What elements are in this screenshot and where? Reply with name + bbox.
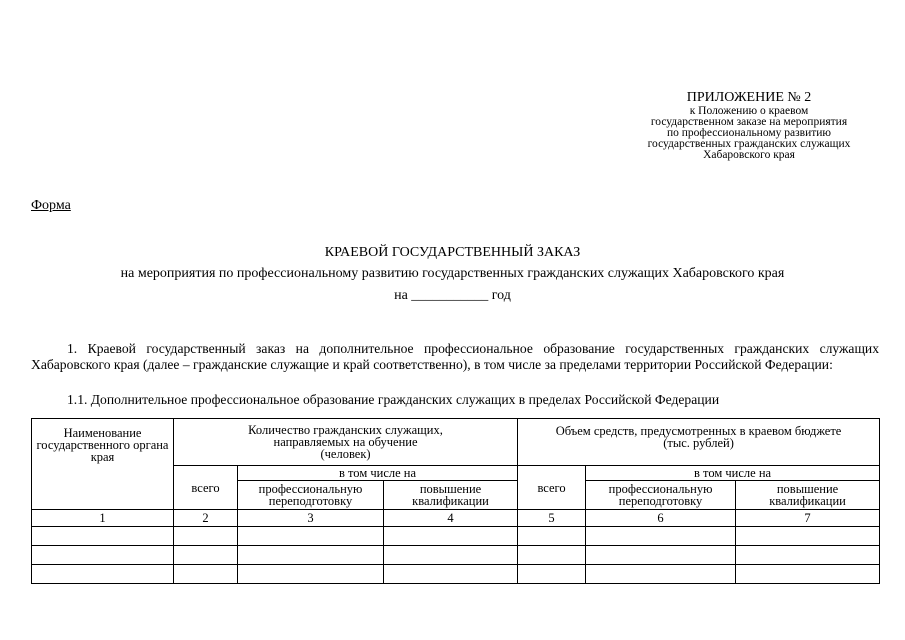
column-number: 7 xyxy=(736,510,880,527)
appendix-line: государственном заказе на мероприятия xyxy=(650,116,848,128)
header-budget-line: Объем средств, предусмотренных в краевом бюджете xyxy=(555,424,842,438)
appendix-line: Хабаровского края xyxy=(703,149,795,161)
appendix-line: к Положению о краевом xyxy=(689,105,809,117)
table-cell xyxy=(736,565,880,584)
header-retraining-line: профессиональную xyxy=(608,482,713,496)
header-total-count: всего xyxy=(174,466,238,510)
header-budget-line: (тыс. рублей) xyxy=(663,436,734,450)
appendix-line: государственных гражданских служащих xyxy=(647,138,851,150)
table-cell xyxy=(238,565,384,584)
appendix-title: ПРИЛОЖЕНИЕ № 2 xyxy=(686,90,812,105)
header-including-count: в том числе на xyxy=(238,466,518,481)
column-number: 6 xyxy=(586,510,736,527)
table-cell xyxy=(174,546,238,565)
header-budget-group xyxy=(518,419,880,466)
appendix-block xyxy=(620,90,878,161)
appendix-line: по профессиональному развитию xyxy=(666,127,832,139)
header-retraining-line: переподготовку xyxy=(618,494,703,508)
header-including-budget: в том числе на xyxy=(586,466,880,481)
table-cell xyxy=(384,527,518,546)
header-count-line: направляемых на обучение xyxy=(273,435,418,449)
header-qualification-line: квалификации xyxy=(412,494,489,508)
header-count-line: (человек) xyxy=(320,447,371,461)
header-retraining-budget xyxy=(586,481,736,510)
column-number: 1 xyxy=(32,510,174,527)
header-total-budget: всего xyxy=(518,466,586,510)
header-count-group xyxy=(174,419,518,466)
table-row xyxy=(32,527,880,546)
column-number: 5 xyxy=(518,510,586,527)
paragraph-1: 1. Краевой государственный заказ на дополнительное профессиональное образование государственных гражданских служащих Хабаровского края (далее – гражданские служащие и край соответственно), в том числе за пределами территории Российской Федерации: xyxy=(31,341,879,372)
table-cell xyxy=(32,546,174,565)
table-cell xyxy=(32,527,174,546)
header-qualification-count xyxy=(384,481,518,510)
document-title: КРАЕВОЙ ГОСУДАРСТВЕННЫЙ ЗАКАЗ xyxy=(324,245,581,260)
table-cell xyxy=(518,546,586,565)
header-retraining-line: профессиональную xyxy=(258,482,363,496)
order-table xyxy=(31,418,880,584)
table-cell xyxy=(518,527,586,546)
paragraph-1-1: 1.1. Дополнительное профессиональное образование гражданских служащих в пределах Российской Федерации xyxy=(67,392,720,407)
table-cell xyxy=(518,565,586,584)
header-qualification-line: повышение xyxy=(776,482,839,496)
table-cell xyxy=(586,546,736,565)
table-cell xyxy=(238,546,384,565)
table-row xyxy=(32,565,880,584)
header-qualification-line: квалификации xyxy=(769,494,846,508)
table-cell xyxy=(586,527,736,546)
table-cell xyxy=(384,546,518,565)
column-number-row xyxy=(32,510,880,527)
table-cell xyxy=(736,527,880,546)
column-number: 3 xyxy=(238,510,384,527)
table-cell xyxy=(384,565,518,584)
table-cell xyxy=(736,546,880,565)
column-number: 2 xyxy=(174,510,238,527)
form-label: Форма xyxy=(31,198,71,213)
table-cell xyxy=(32,565,174,584)
table-row xyxy=(32,546,880,565)
header-qualification-budget xyxy=(736,481,880,510)
table-cell xyxy=(174,527,238,546)
column-number: 4 xyxy=(384,510,518,527)
header-retraining-count xyxy=(238,481,384,510)
table-cell xyxy=(174,565,238,584)
header-qualification-line: повышение xyxy=(419,482,482,496)
header-org-name: Наименование государственного органа края xyxy=(32,419,174,510)
table-cell xyxy=(238,527,384,546)
header-count-line: Количество гражданских служащих, xyxy=(248,423,443,437)
table-cell xyxy=(586,565,736,584)
header-retraining-line: переподготовку xyxy=(268,494,353,508)
document-subtitle: на мероприятия по профессиональному развитию государственных гражданских служащих Хабаровского края xyxy=(120,266,785,281)
year-line: на ___________ год xyxy=(394,288,511,303)
